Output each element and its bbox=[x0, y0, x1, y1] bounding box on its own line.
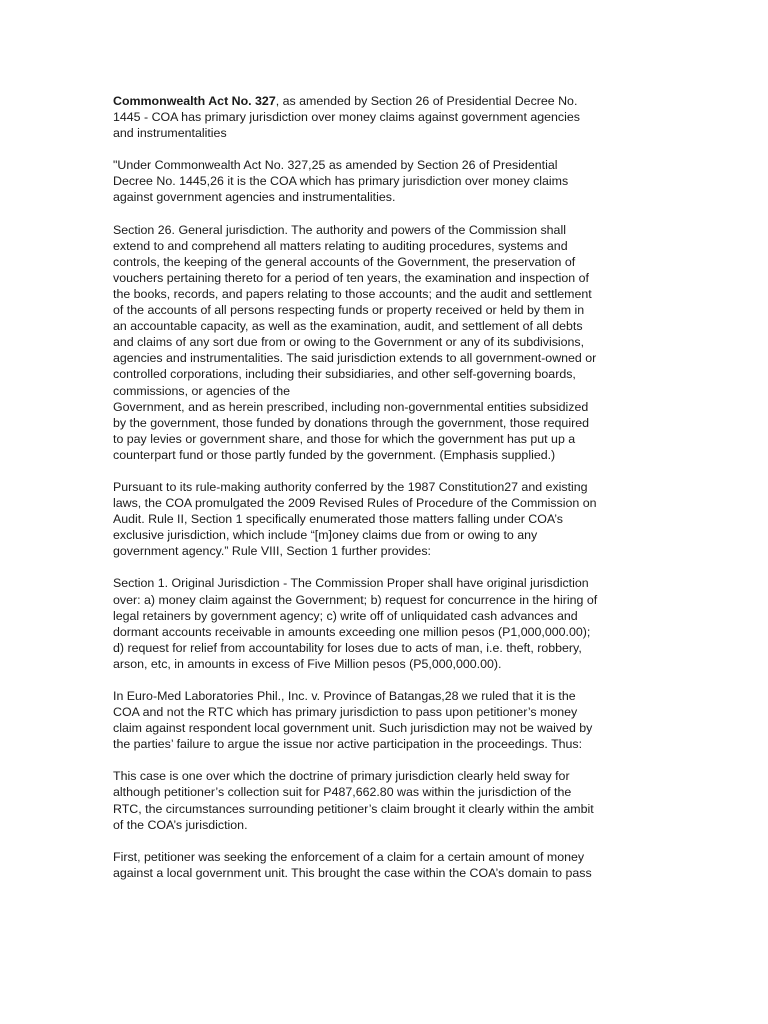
paragraph-7: First, petitioner was seeking the enforcement of a claim for a certain amount of money against a local government unit. This brought the case within the COA’s domain to pass bbox=[113, 849, 592, 880]
heading-bold: Commonwealth Act No. 327 bbox=[113, 94, 276, 108]
document-page bbox=[113, 93, 658, 897]
paragraph-2: Section 26. General jurisdiction. The authority and powers of the Commission shall extend to and comprehend all matters relating to auditing procedures, systems and controls, the keeping of the general accounts of the Government, the preservation of vouchers pertaining thereto for a period of ten years, the examination and inspection of the books, records, and papers relating to those accounts; and the audit and settlement of the accounts of all persons respecting funds or property received or held by them in an accountable capacity, as well as the examination, audit, and settlement of all debts and claims of any sort due from or owing to the Government or any of its subdivisions, agencies and instrumentalities. The said jurisdiction extends to all government-owned or controlled corporations, including their subsidiaries, and other self-governing boards, commissions, or agencies of the Government, and as herein prescribed, including non-governmental entities subsidized by the government, those funded by donations through the government, those required to pay levies or government share, and those for which the government has put up a counterpart fund or those partly funded by the government. (Emphasis supplied.) bbox=[113, 222, 597, 462]
paragraph-4: Section 1. Original Jurisdiction - The Commission Proper shall have original jurisdiction over: a) money claim against the Government; b) request for concurrence in the hiring of legal retainers by government agency; c) write off of unliquidated cash advances and dormant accounts receivable in amounts exceeding one million pesos (P1,000,000.00); d) request for relief from accountability for loses due to acts of man, i.e. theft, robbery, arson, etc, in amounts in excess of Five Million pesos (P5,000,000.00). bbox=[113, 576, 598, 671]
paragraph-1: "Under Commonwealth Act No. 327,25 as amended by Section 26 of Presidential Decree No. 1445,26 it is the COA which has primary jurisdiction over money claims against government agencies and instrumentalities. bbox=[113, 158, 569, 205]
paragraph-5: In Euro-Med Laboratories Phil., Inc. v. Province of Batangas,28 we ruled that it is the COA and not the RTC which has primary jurisdiction to pass upon petitioner’s money claim against respondent local government unit. Such jurisdiction may not be waived by the parties’ failure to argue the issue nor active participation in the proceedings. Thus: bbox=[113, 689, 593, 752]
heading-paragraph bbox=[113, 93, 658, 141]
paragraph-6: This case is one over which the doctrine of primary jurisdiction clearly held sway for although petitioner’s collection suit for P487,662.80 was within the jurisdiction of the RTC, the circumstances surrounding petitioner’s claim brought it clearly within the ambit of the COA’s jurisdiction. bbox=[113, 769, 594, 832]
paragraph-3: Pursuant to its rule-making authority conferred by the 1987 Constitution27 and existing laws, the COA promulgated the 2009 Revised Rules of Procedure of the Commission on Audit. Rule II, Section 1 specifically enumerated those matters falling under COA’s exclusive jurisdiction, which include “[m]oney claims due from or owing to any government agency.” Rule VIII, Section 1 further provides: bbox=[113, 479, 597, 559]
heading-rest: , as amended by Section 26 of Presidential Decree No. 1445 - COA has primary jurisdiction over money claims against government agencies and instrumentalities bbox=[113, 94, 580, 141]
